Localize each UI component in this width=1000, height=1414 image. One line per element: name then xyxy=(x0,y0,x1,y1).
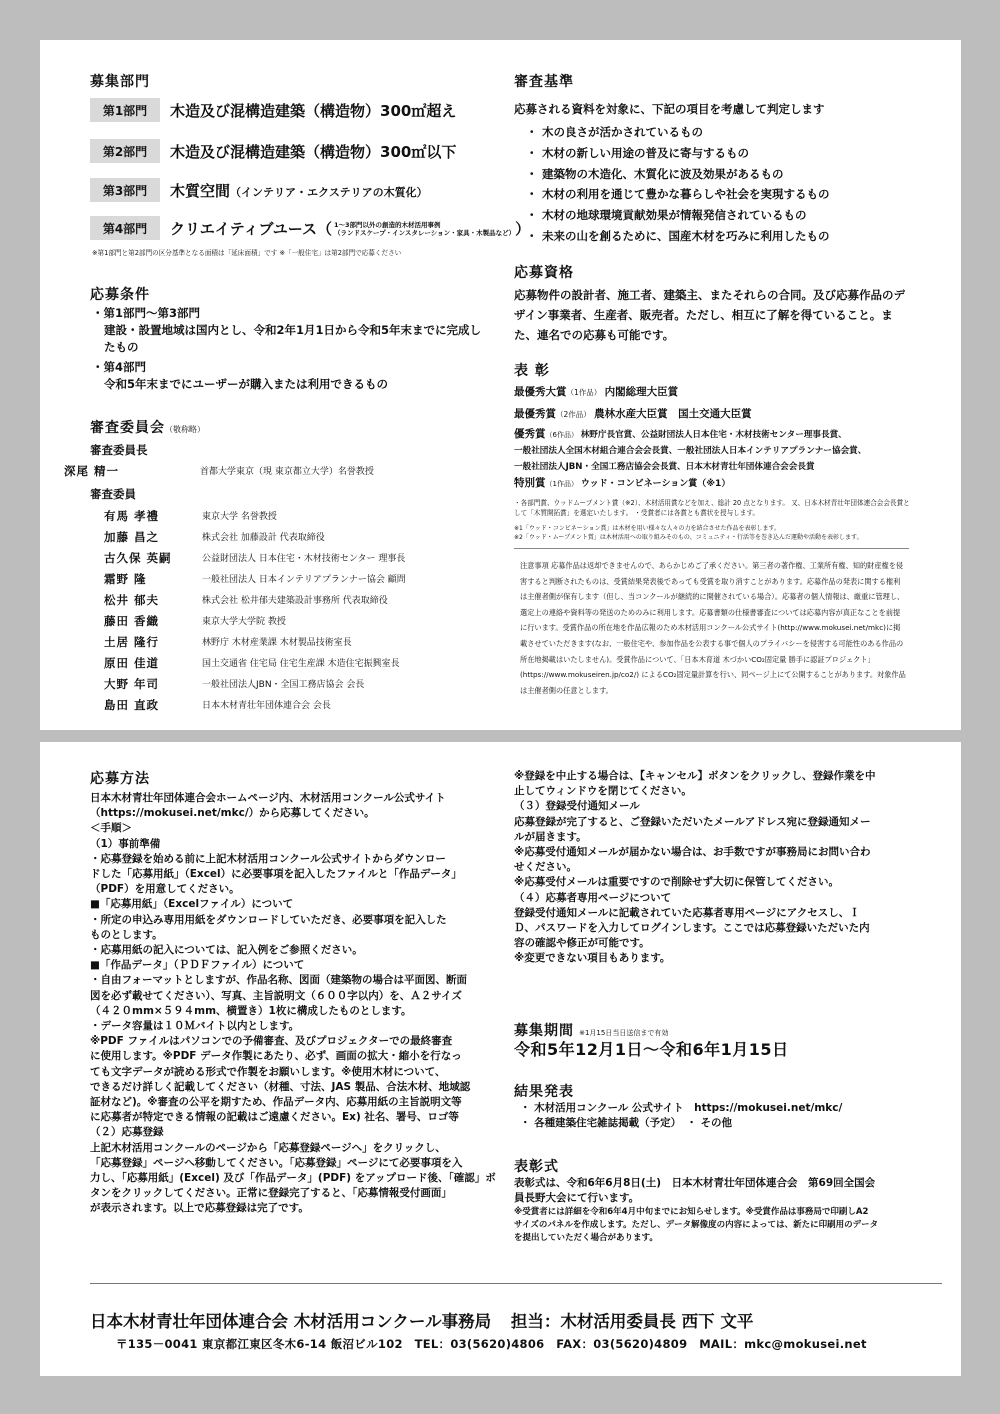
text-line: ※応募受付通知メールが届かない場合は、お手数ですが事務局にお問い合わ xyxy=(514,846,871,859)
award-prize: 内閣総理大臣賞 xyxy=(604,386,679,398)
text-line: （２）応募登録 xyxy=(90,1126,164,1139)
members-label: 審査委員 xyxy=(90,487,136,501)
text-line: ■「応募用紙」（Excelファイル）について xyxy=(90,898,294,911)
text-line: Ｄ、パスワードを入力してログインします。ここでは応募登録いただいた内 xyxy=(514,922,870,935)
text-line: せください。 xyxy=(514,861,577,874)
category-text xyxy=(170,218,530,239)
text-line: 図を必ず載せてください）、写真、主旨説明文（６００字以内）を、Ａ２サイズ xyxy=(90,989,462,1002)
text-line: ・所定の申込み専用用紙をダウンロードしていただき、必要事項を記入した xyxy=(90,913,447,926)
criteria-item: ・ 木の良さが活かされているもの xyxy=(520,122,830,143)
category-note xyxy=(334,221,515,237)
method-continued-text xyxy=(514,769,914,967)
condition-2-text: 令和5年末までにユーザーが購入または利用できるもの xyxy=(104,377,388,391)
footer-contact: 担当：木材活用委員長 西下 文平 xyxy=(510,1312,754,1331)
ceremony-line-3: ※受賞者には詳細を令和6年4月中旬までにお知らせします。※受賞作品は事務局で印刷しA2 xyxy=(514,1207,869,1217)
judge-role: 国土交通省 住宅局 住宅生産課 木造住宅振興室長 xyxy=(202,659,400,669)
judge-name: 古久保 英嗣 xyxy=(104,550,172,565)
criteria-item: ・ 建築物の木造化、木質化に波及効果があるもの xyxy=(520,164,830,185)
eligibility-heading: 応募資格 xyxy=(514,265,574,281)
text-line: 「応募登録」ページへ移動してください。「応募登録」ページにて必要事項を入 xyxy=(90,1156,463,1169)
member-row xyxy=(104,568,406,589)
method-text xyxy=(90,791,496,1217)
criteria-item: ・ 木材の利用を通じて豊かな暮らしや社会を実現するもの xyxy=(520,184,830,205)
chair-label: 審査委員長 xyxy=(90,443,148,457)
judge-role: 一般社団法人 日本インテリアプランナー協会 顧問 xyxy=(202,575,406,585)
text-line: ※応募受付メールは重要ですので削除せず大切に保管してください。 xyxy=(514,876,839,889)
award-prize: ウッド・コンビネーション賞（※1） xyxy=(580,479,731,489)
category-text: 木造及び混構造建築（構造物）300㎡以下 xyxy=(170,142,457,161)
ceremony-line-4: サイズのパネルを作成します。ただし、データ解像度の内容によっては、新たに印刷用のデータ xyxy=(514,1220,879,1230)
text-line: （４）応募者専用ページについて xyxy=(514,891,672,904)
ceremony-line-2: 員長野大会にて行います。 xyxy=(514,1192,640,1204)
award-prize: 林野庁長官賞、公益財団法人日本住宅・木材技術センター理事長賞、 xyxy=(580,430,847,440)
judge-name: 霜野 隆 xyxy=(104,571,147,586)
text-line: ※PDF ファイルはパソコンでの予備審査、及びプロジェクターでの最終審査 xyxy=(90,1035,453,1048)
text-line: タンをクリックしてください。正常に登録完了すると、「応募情報受付画面」 xyxy=(90,1187,452,1200)
judge-name: 原田 佳道 xyxy=(104,655,160,670)
award-name: 最優秀賞 xyxy=(514,408,556,420)
member-row xyxy=(104,673,364,694)
divider xyxy=(514,548,909,549)
recruit-footnote: ※第1部門と第2部門の区分基準となる面積は「延床面積」です ※「一般住宅」は第2部門で応募ください xyxy=(92,249,402,257)
condition-1-text: 建設・設置地域は国内とし、令和2年1月1日から令和5年末までに完成したもの xyxy=(104,323,482,354)
judge-role: 株式会社 松井郁夫建築設計事務所 代表取締役 xyxy=(202,596,388,606)
category-main: 木質空間 xyxy=(170,181,231,200)
criteria-item: ・ 未来の山を創るために、国産木材を巧みに利用したもの xyxy=(520,226,830,247)
text-line: 力し、「応募用紙」(Excel) 及び「作品データ」(PDF) をアップロード後、「確認」ボ xyxy=(90,1172,496,1185)
results-item-1: ・ 木材活用コンクール 公式サイト https://mokusei.net/mkc/ xyxy=(520,1102,843,1114)
ceremony-line-5: を提出していただく場合があります。 xyxy=(514,1233,658,1243)
judge-name: 大野 年司 xyxy=(104,676,160,691)
text-line: （https://mokusei.net/mkc/）から応募してください。 xyxy=(90,807,375,820)
text-line: ・応募登録を始める前に上記木材活用コンクール公式サイトからダウンロー xyxy=(90,852,446,865)
footer-divider xyxy=(90,1283,942,1284)
text-line: 上記木材活用コンクールのページから「応募登録ページへ」をクリックし、 xyxy=(90,1141,446,1154)
category-main: クリエイティブユース（ xyxy=(170,219,333,238)
judge-name: 島田 直政 xyxy=(104,697,160,712)
text-line: ・応募用紙の記入については、記入例をご参照ください。 xyxy=(90,944,363,957)
award-name: 優秀賞 xyxy=(514,428,546,440)
award-name: 最優秀大賞 xyxy=(514,386,567,398)
text-line: ※変更できない項目もあります。 xyxy=(514,952,671,965)
member-row xyxy=(104,652,400,673)
category-label: 第3部門 xyxy=(90,178,160,202)
award-line-2 xyxy=(514,404,752,425)
committee-heading-note: （敬称略） xyxy=(165,425,205,434)
judge-role: 公益財団法人 日本住宅・木材技術センター 理事長 xyxy=(202,554,406,564)
criteria-intro: 応募される資料を対象に、下記の項目を考慮して判定します xyxy=(514,102,825,116)
text-line: （３）登録受付通知メール xyxy=(514,800,640,813)
criteria-heading: 審査基準 xyxy=(514,74,574,90)
footer-org-row xyxy=(90,1308,753,1332)
judge-role: 東京大学大学院 教授 xyxy=(202,617,286,627)
awards-heading: 表 彰 xyxy=(514,363,550,379)
judge-role: 日本木材青壮年団体連合会 会長 xyxy=(202,701,331,711)
award-note-2: ※1「ウッド・コンビネーション賞」は木材を用い様々な人々の力を結合させた作品を表彰します。 xyxy=(514,525,781,532)
text-line: 日本木材青壮年団体連合会ホームページ内、木材活用コンクール公式サイト xyxy=(90,792,446,804)
award-name: 特別賞 xyxy=(514,477,546,489)
award-line-3 xyxy=(514,426,847,443)
text-line: （４２０mm×５９４mm、横置き）1枚に構成したものとします。 xyxy=(90,1004,412,1017)
text-line: （PDF）を用意してください。 xyxy=(90,883,240,896)
judge-name: 有馬 孝禮 xyxy=(104,508,160,523)
category-text: 木造及び混構造建築（構造物）300㎡超え xyxy=(170,101,457,120)
period-value: 令和5年12月1日〜令和6年1月15日 xyxy=(514,1040,789,1059)
text-line: に応募者が特定できる情報の記載はご遠慮ください。Ex) 社名、署号、ロゴ等 xyxy=(90,1111,459,1124)
text-line: ・自由フォーマットとしますが、作品名称、図面（建築物の場合は平面図、断面 xyxy=(90,974,468,987)
text-line: が表示されます。以上で応募登録は完了です。 xyxy=(90,1202,309,1215)
category-text xyxy=(170,180,428,201)
text-line: ■「作品データ」（ＰＤＦファイル）について xyxy=(90,959,305,972)
category-3 xyxy=(90,178,428,202)
category-note-1: 1〜3部門以外の創造的木材活用事例 xyxy=(334,221,441,229)
results-item-2: ・ 各種建築住宅雑誌掲載（予定） ・ その他 xyxy=(520,1117,733,1129)
conditions-heading: 応募条件 xyxy=(90,287,150,303)
award-line-4: 一般社団法人全国木材組合連合会会長賞、一般社団法人日本インテリアプランナー協会賞、 xyxy=(514,446,867,456)
text-line: ※登録を中止する場合は、【キャンセル】ボタンをクリックし、登録作業を中 xyxy=(514,770,876,782)
text-line: ・データ容量は１０Ｍバイト以内とします。 xyxy=(90,1020,300,1033)
member-row xyxy=(104,631,352,652)
criteria-item: ・ 木材の地球環境貢献効果が情報発信されているもの xyxy=(520,205,830,226)
period-note: ※1月15日当日送信まで有効 xyxy=(579,1029,669,1037)
text-line: に使用します。※PDF データ作製にあたり、必ず、画面の拡大・縮小を行なっ xyxy=(90,1050,462,1063)
text-line: ＜手順＞ xyxy=(90,822,132,835)
judge-name: 加藤 昌之 xyxy=(104,529,160,544)
member-row xyxy=(104,505,277,526)
text-line: 証材など)。※審査の公平を期すため、作品データ内、応募用紙の主旨説明文等 xyxy=(90,1096,462,1109)
category-sub: （インテリア・エクステリアの木質化） xyxy=(230,185,428,199)
category-label: 第4部門 xyxy=(90,216,160,240)
award-note-3: ※2「ウッド・ムーブメント賞」は木材活用への取り組みそのもの、コミュニティ・行活等を巻き込んだ運動や活動を表彰します。 xyxy=(514,534,863,541)
member-row xyxy=(104,547,405,568)
category-note-2: （ランドスケープ・インスタレーション・家具・木製品など） xyxy=(334,229,516,237)
award-count: （2作品） xyxy=(556,410,591,419)
eligibility-text: 応募物件の設計者、施工者、建築主、またそれらの合同。及び応募作品のデザイン事業者、生産者、販売者。ただし、相互に了解を得ていること。また、連名での応募も可能です。 xyxy=(514,288,905,342)
judge-role: 株式会社 加藤設計 代表取締役 xyxy=(202,533,325,543)
member-row xyxy=(104,526,325,547)
award-line-5: 一般社団法人JBN・全国工務店協会会長賞、日本木材青壮年団体連合会会長賞 xyxy=(514,462,815,472)
member-row xyxy=(104,610,286,631)
text-line: 止してウィンドウを閉じてください。 xyxy=(514,785,692,798)
judge-name: 松井 郁夫 xyxy=(104,592,160,607)
text-line: できるだけ詳しく記載してください（材種、寸法、JAS 製品、合法木材、地域認 xyxy=(90,1080,471,1093)
category-2 xyxy=(90,139,456,163)
award-prize: 農林水産大臣賞 国土交通大臣賞 xyxy=(594,408,752,420)
judge-role: 林野庁 木材産業課 木材製品技術室長 xyxy=(202,638,352,648)
ceremony-line-1: 表彰式は、令和6年6月8日(土) 日本木材青壮年団体連合会 第69回全国会 xyxy=(514,1177,876,1189)
member-row xyxy=(104,694,331,715)
results-heading: 結果発表 xyxy=(514,1084,574,1100)
member-row xyxy=(104,589,388,610)
category-4 xyxy=(90,216,530,240)
award-count: （1作品） xyxy=(566,388,602,397)
judge-role: 首都大学東京（現 東京都立大学）名誉教授 xyxy=(200,467,374,477)
category-label: 第2部門 xyxy=(90,139,160,163)
text-line: 登録受付通知メールに記載されていた応募者専用ページにアクセスし、Ｉ xyxy=(514,906,860,919)
category-1 xyxy=(90,98,456,122)
judge-role: 東京大学 名誉教授 xyxy=(202,512,277,522)
judge-name: 藤田 香織 xyxy=(104,613,160,628)
award-line-6 xyxy=(514,475,730,493)
text-line: （1）事前準備 xyxy=(90,837,161,850)
text-line: 応募登録が完了すると、ご登録いただいたメールアドレス宛に登録通知メー xyxy=(514,815,871,828)
condition-2-title: ・第4部門 xyxy=(92,360,147,374)
criteria-item: ・ 木材の新しい用途の普及に寄与するもの xyxy=(520,143,830,164)
committee-heading-text: 審査委員会 xyxy=(90,420,165,436)
category-label: 第1部門 xyxy=(90,98,160,122)
award-count: （6作品） xyxy=(545,431,578,439)
category-close: ） xyxy=(515,219,531,238)
text-line: ものとします。 xyxy=(90,928,163,941)
criteria-list xyxy=(520,122,830,247)
recruit-heading: 募集部門 xyxy=(90,74,150,90)
judge-name: 深尾 精一 xyxy=(64,463,120,478)
chair-row xyxy=(64,460,374,481)
text-line: ドした「応募用紙」（Excel）に必要事項を記入したファイルと「作品データ」 xyxy=(90,868,462,881)
judge-name: 土居 隆行 xyxy=(104,634,160,649)
notice-text: 注意事項 応募作品は返却できませんので、あらかじめご了承ください。第三者の著作権、工業所有権、知的財産権を侵害すると判断されたものは、受賞結果発表後であっても受賞を取り消すことがあります。応募作品の発表に関する権利は主催者側が保有します（但し、当コンクールが継続的に開催されている場合）。応募者の個人情報は、厳重に管理し、選定上の連絡や資料等の発送のためのみに利用します。応募書類の仕様書審査については応募内容が真正なことを前提に行います。受賞作品の所在地を作品広報のため木材活用コンクール公式サイト(http://www.mokusei.net/mkc)に掲載させていただきます(なお、一般住宅や、参加作品を公表する事で個人のプライバシーを侵害する可能性のある作品の所在地掲載はいたしません)。受賞作品について、「日本木育道 木づかいCO₂固定量 勝手に認証プロジェクト」(https://www.mokuseiren.jp/co2/) によるCO₂固定量計算を行い、同ページ上にて公開することがあります。対象作品は主催者側の任意とします。 xyxy=(520,561,906,695)
award-count: （1作品） xyxy=(545,480,578,488)
award-line-1 xyxy=(514,382,678,403)
judge-role: 一般社団法人JBN・全国工務店協会 会長 xyxy=(202,680,365,690)
award-note-1: ・各部門賞、ウッドムーブメント賞（※2）、木材活用賞などを加え、総計 20 点となります。 又、日本木材青壮年団体連合会会長賞として「木質開拓賞」を選定いたします。 ・受賞者には各賞とも賞状を授与します。 xyxy=(514,499,910,517)
text-line: 容の確認や修正が可能です。 xyxy=(514,937,650,950)
text-line: ても文字データが読める形式で作製をお願いします。※使用木材について、 xyxy=(90,1065,446,1078)
condition-1-title: ・第1部門〜第3部門 xyxy=(92,306,201,320)
footer-org: 日本木材青壮年団体連合会 木材活用コンクール事務局 xyxy=(90,1312,492,1331)
ceremony-heading: 表彰式 xyxy=(514,1159,559,1175)
footer-address: 〒135－0041 東京都江東区冬木6-14 飯沼ビル102 TEL：03(5620)4806 FAX：03(5620)4809 MAIL：mkc@mokusei.net xyxy=(116,1337,867,1351)
method-heading: 応募方法 xyxy=(90,771,150,787)
committee-heading xyxy=(90,417,205,437)
period-heading: 募集期間 xyxy=(514,1023,574,1039)
text-line: ルが届きます。 xyxy=(514,830,587,843)
